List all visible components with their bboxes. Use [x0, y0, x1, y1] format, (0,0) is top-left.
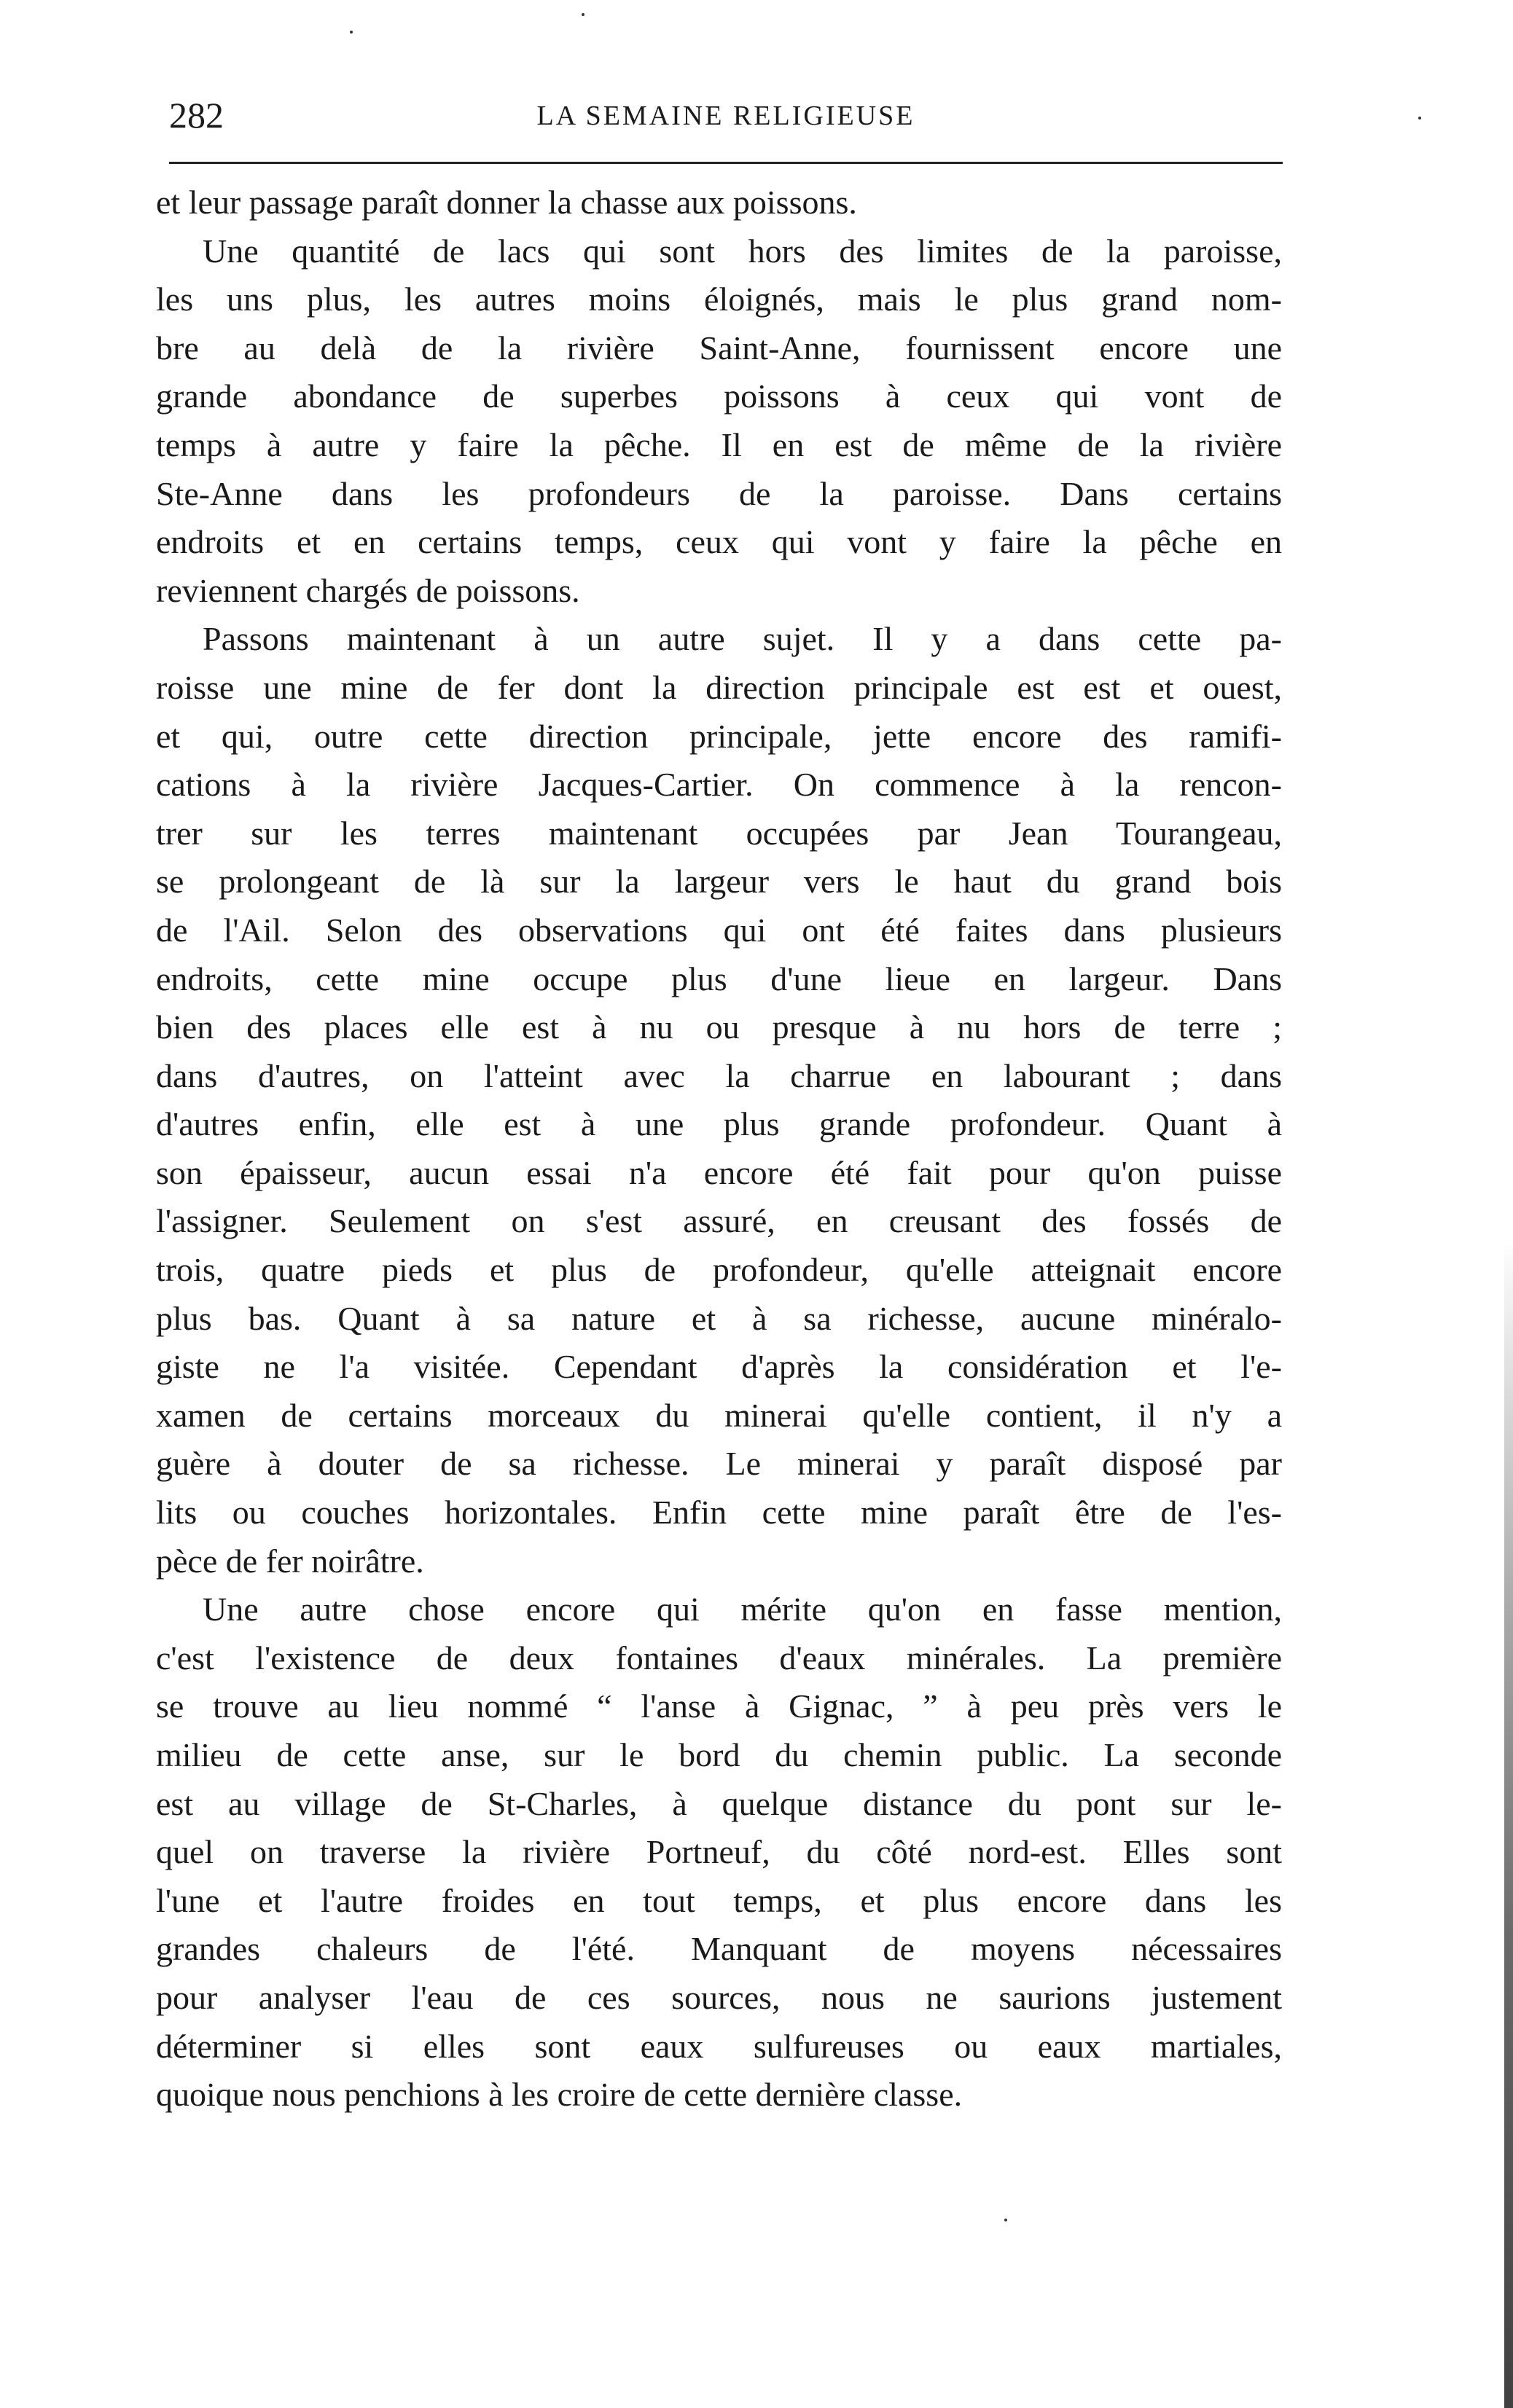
text-line: endroits, cette mine occupe plus d'une lieue en largeur. Dans — [156, 960, 1282, 997]
text-line: xamen de certains morceaux du minerai qu'elle contient, il n'y a — [156, 1396, 1282, 1434]
text-line: son épaisseur, aucun essai n'a encore été fait pour qu'on puisse — [156, 1153, 1282, 1191]
text-line: plus bas. Quant à sa nature et à sa richesse, aucune minéralo- — [156, 1299, 1282, 1337]
text-line: Une quantité de lacs qui sont hors des limites de la paroisse, — [203, 232, 1282, 270]
text-line: giste ne l'a visitée. Cependant d'après la considération et l'e- — [156, 1348, 1282, 1386]
text-line: bre au delà de la rivière Saint-Anne, fournissent encore une — [156, 329, 1282, 366]
text-line: les uns plus, les autres moins éloignés, mais le plus grand nom- — [156, 281, 1282, 318]
scan-speck — [1004, 2219, 1007, 2221]
text-line: guère à douter de sa richesse. Le minerai y paraît disposé par — [156, 1445, 1282, 1483]
text-line: se trouve au lieu nommé “ l'anse à Gignac, ” à peu près vers le — [156, 1687, 1282, 1725]
text-line: lits ou couches horizontales. Enfin cette mine paraît être de l'es- — [156, 1494, 1282, 1532]
text-line: déterminer si elles sont eaux sulfureuses ou eaux martiales, — [156, 2027, 1282, 2065]
text-line: de l'Ail. Selon des observations qui ont été faites dans plusieurs — [156, 911, 1282, 949]
text-line: Une autre chose encore qui mérite qu'on en fasse mention, — [203, 1591, 1282, 1628]
body-text — [156, 179, 1282, 2119]
scan-edge-shadow — [1504, 1239, 1513, 2408]
text-line: c'est l'existence de deux fontaines d'eaux minérales. La première — [156, 1639, 1282, 1676]
text-line: l'une et l'autre froides en tout temps, et plus encore dans les — [156, 1881, 1282, 1919]
text-line: pèce de fer noirâtre. — [156, 1542, 424, 1580]
running-title: LA SEMAINE RELIGIEUSE — [536, 101, 915, 131]
text-line: cations à la rivière Jacques-Cartier. On commence à la rencon- — [156, 766, 1282, 804]
text-line: pour analyser l'eau de ces sources, nous ne saurions justement — [156, 1978, 1282, 2016]
text-line: Ste-Anne dans les profondeurs de la paroisse. Dans certains — [156, 474, 1282, 512]
text-line: quel on traverse la rivière Portneuf, du côté nord-est. Elles sont — [156, 1833, 1282, 1871]
scan-speck — [1418, 117, 1421, 119]
text-line: d'autres enfin, elle est à une plus grande profondeur. Quant à — [156, 1105, 1282, 1143]
scan-speck — [582, 13, 585, 16]
text-line: l'assigner. Seulement on s'est assuré, en creusant des fossés de — [156, 1202, 1282, 1240]
text-line: temps à autre y faire la pêche. Il en est de même de la rivière — [156, 425, 1282, 463]
text-line: roisse une mine de fer dont la direction principale est est et ouest, — [156, 668, 1282, 706]
text-line: est au village de St-Charles, à quelque distance du pont sur le- — [156, 1784, 1282, 1822]
text-line: bien des places elle est à nu ou presque à nu hors de terre ; — [156, 1008, 1282, 1046]
text-line: trer sur les terres maintenant occupées par Jean Tourangeau, — [156, 814, 1282, 852]
text-line: quoique nous penchions à les croire de cette dernière classe. — [156, 2076, 963, 2114]
scan-speck — [350, 31, 353, 34]
text-line: Passons maintenant à un autre sujet. Il y a dans cette pa- — [203, 620, 1282, 658]
text-line: se prolongeant de là sur la largeur vers le haut du grand bois — [156, 863, 1282, 901]
text-line: reviennent chargés de poissons. — [156, 571, 580, 609]
text-line: milieu de cette anse, sur le bord du chemin public. La seconde — [156, 1736, 1282, 1773]
text-line: grande abondance de superbes poissons à ceux qui vont de — [156, 377, 1282, 415]
text-line: dans d'autres, on l'atteint avec la charrue en labourant ; dans — [156, 1056, 1282, 1094]
text-line: endroits et en certains temps, ceux qui vont y faire la pêche en — [156, 523, 1282, 561]
header-rule — [169, 162, 1283, 164]
text-line: et leur passage paraît donner la chasse aux poissons. — [156, 184, 857, 221]
page-number: 282 — [169, 95, 224, 136]
text-line: grandes chaleurs de l'été. Manquant de moyens nécessaires — [156, 1930, 1282, 1968]
text-line: trois, quatre pieds et plus de profondeur, qu'elle atteignait encore — [156, 1251, 1282, 1289]
page-header — [169, 93, 1283, 152]
text-line: et qui, outre cette direction principale, jette encore des ramifi- — [156, 717, 1282, 755]
